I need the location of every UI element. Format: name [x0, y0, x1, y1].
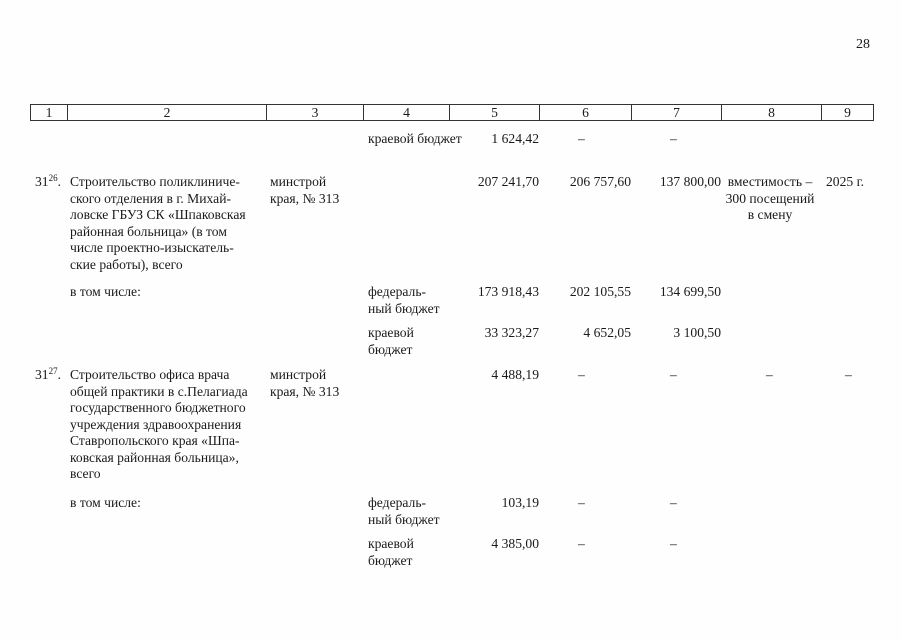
cell-dash-col7: –	[670, 495, 677, 510]
including-label: в том числе:	[70, 495, 141, 510]
cell-dash-col7: –	[670, 131, 677, 146]
cell-dash-col8: –	[766, 367, 773, 382]
column-header-9: 9	[821, 104, 874, 121]
item-number: $31^{26}$.	[35, 173, 61, 189]
item-number: $31^{27}$.	[35, 366, 61, 382]
cell-amount-col6: 4 652,05	[583, 325, 631, 340]
including-label: в том числе:	[70, 284, 141, 299]
column-header-4: 4	[363, 104, 449, 121]
source-regional-budget: краевой бюджет	[368, 536, 414, 568]
cell-amount-col5: 33 323,27	[484, 325, 539, 340]
item-executor: минстрой края, № 313	[270, 367, 340, 399]
item-name: Строительство поликлиниче- ского отделения в г. Михай- ловске ГБУЗ СК «Шпаковская районная больница» (в том числе проектно-изыскатель- ские работы), всего	[70, 174, 246, 272]
cell-amount-col6: 206 757,60	[569, 174, 631, 189]
cell-amount-col5: 173 918,43	[477, 284, 539, 299]
cell-amount-col7: 137 800,00	[659, 174, 721, 189]
source-federal-budget: федераль- ный бюджет	[368, 284, 440, 316]
column-header-1: 1	[30, 104, 67, 121]
source-regional-budget: краевой бюджет	[368, 131, 462, 146]
cell-amount-col7: 134 699,50	[659, 284, 721, 299]
cell-amount-col5: 4 488,19	[491, 367, 539, 382]
cell-amount-col5: 4 385,00	[491, 536, 539, 551]
cell-dash-col6: –	[578, 367, 585, 382]
item-executor: минстрой края, № 313	[270, 174, 340, 206]
cell-amount-col5: 1 624,42	[491, 131, 539, 146]
cell-dash-col6: –	[578, 131, 585, 146]
cell-amount-col6: 202 105,55	[569, 284, 631, 299]
item-result: вместимость – 300 посещений в смену	[725, 174, 815, 222]
cell-dash-col7: –	[670, 367, 677, 382]
column-header-8: 8	[721, 104, 821, 121]
item-name: Строительство офиса врача общей практики в с.Пелагиада государственного бюджетного учреждения здравоохранения Ставропольского края «Шпа- ковская районная больница», всего	[70, 367, 248, 481]
cell-dash-col7: –	[670, 536, 677, 551]
cell-amount-col7: 3 100,50	[673, 325, 721, 340]
column-header-2: 2	[67, 104, 266, 121]
cell-amount-col5: 103,19	[501, 495, 539, 510]
item-year: 2025 г.	[826, 174, 865, 189]
source-regional-budget: краевой бюджет	[368, 325, 414, 357]
source-federal-budget: федераль- ный бюджет	[368, 495, 440, 527]
column-header-7: 7	[631, 104, 721, 121]
cell-dash-col9: –	[845, 367, 852, 382]
cell-dash-col6: –	[578, 536, 585, 551]
cell-amount-col5: 207 241,70	[477, 174, 539, 189]
cell-dash-col6: –	[578, 495, 585, 510]
page-number: 28	[856, 37, 870, 52]
column-header-3: 3	[266, 104, 363, 121]
column-header-5: 5	[449, 104, 539, 121]
column-header-6: 6	[539, 104, 631, 121]
